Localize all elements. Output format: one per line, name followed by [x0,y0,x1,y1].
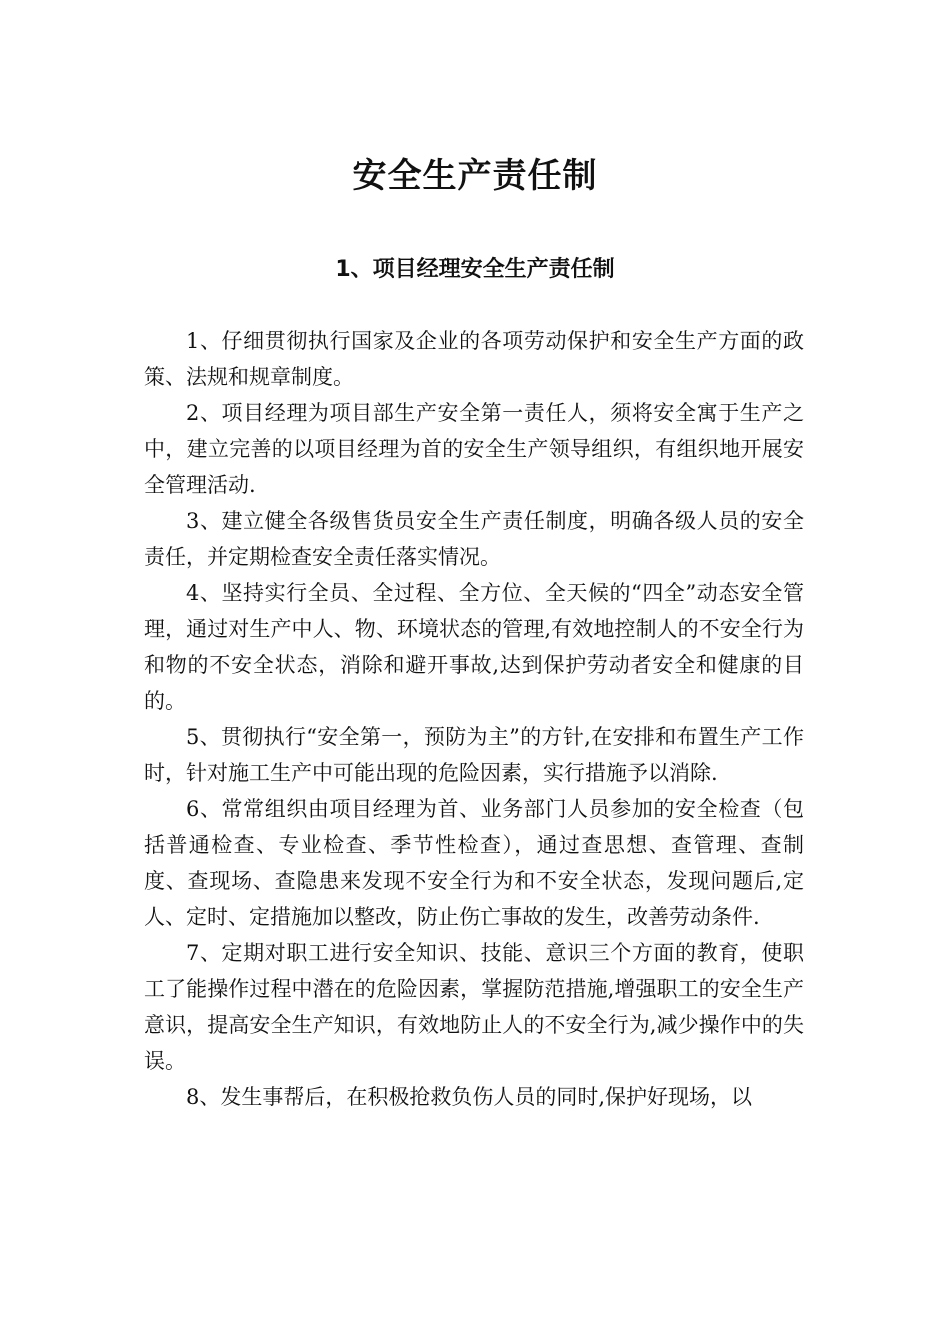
paragraph-8: 8、发生事帮后，在积极抢救负伤人员的同时,保护好现场，以 [186,1085,753,1109]
paragraph-3: 3、建立健全各级售货员安全生产责任制度，明确各级人员的安全责任，并定期检查安全责任落实情况。 [144,509,804,569]
document-body [144,323,804,1115]
document-title: 安全生产责任制 [352,156,598,196]
paragraph-5: 5、贯彻执行“安全第一，预防为主”的方针,在安排和布置生产工作时，针对施工生产中可能出现的危险因素，实行措施予以消除. [144,725,804,785]
section-title: 1、项目经理安全生产责任制 [335,257,615,282]
paragraph-4: 4、坚持实行全员、全过程、全方位、全天候的“四全”动态安全管理，通过对生产中人、物、环境状态的管理,有效地控制人的不安全行为和物的不安全状态，消除和避开事故,达到保护劳动者安全和健康的目的。 [144,581,804,713]
paragraph-7: 7、定期对职工进行安全知识、技能、意识三个方面的教育，使职工了能操作过程中潜在的危险因素，掌握防范措施,增强职工的安全生产意识，提高安全生产知识，有效地防止人的不安全行为,减少操作中的失误。 [144,941,804,1073]
paragraph-2: 2、项目经理为项目部生产安全第一责任人，须将安全寓于生产之中，建立完善的以项目经理为首的安全生产领导组织，有组织地开展安全管理活动. [144,401,804,497]
paragraph-1: 1、仔细贯彻执行国家及企业的各项劳动保护和安全生产方面的政策、法规和规章制度。 [144,329,804,389]
paragraph-6: 6、常常组织由项目经理为首、业务部门人员参加的安全检查（包括普通检查、专业检查、季节性检查），通过查思想、查管理、查制度、查现场、查隐患来发现不安全行为和不安全状态，发现问题后,定人、定时、定措施加以整改，防止伤亡事故的发生，改善劳动条件. [144,797,804,929]
